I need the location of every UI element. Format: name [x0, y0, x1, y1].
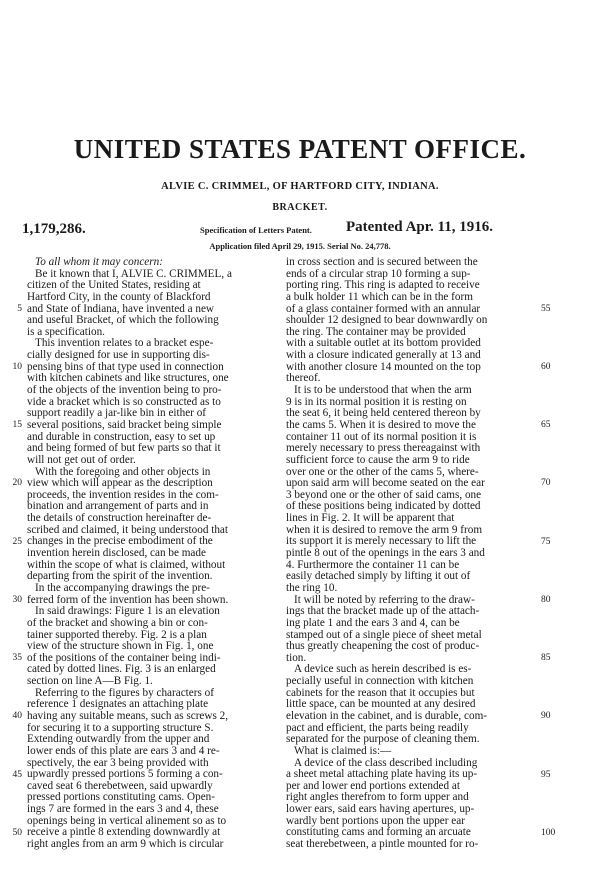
- text-line: the ring. The container may be provided: [286, 326, 466, 338]
- text-line: sufficient force to cause the arm 9 to ride: [286, 454, 470, 466]
- text-line: 3 beyond one or the other of said cams, one: [286, 489, 482, 501]
- text-line: spectively, the ear 3 being provided with: [27, 757, 209, 769]
- text-line: pintle 8 out of the openings in the ears 3 and: [286, 548, 485, 560]
- text-line: pact and efficient, the parts being readily: [286, 722, 469, 734]
- text-line: It is to be understood that when the arm: [294, 385, 472, 397]
- line-number: 40: [12, 711, 22, 722]
- text-line: pensing bins of that type used in connection: [27, 361, 224, 373]
- text-line: proceeds, the invention resides in the com-: [27, 489, 219, 501]
- text-line: several positions, said bracket being simple: [27, 419, 222, 431]
- text-line: ings 7 are formed in the ears 3 and 4, these: [27, 804, 219, 816]
- text-line: cated by dotted lines. Fig. 3 is an enlarged: [27, 664, 216, 676]
- line-number: 5: [17, 303, 22, 314]
- text-line: having any suitable means, such as screws 2,: [27, 710, 229, 722]
- patented-date: Patented Apr. 11, 1916.: [346, 219, 493, 235]
- text-line: ferred form of the invention has been shown.: [27, 594, 229, 606]
- text-line: with a closure indicated generally at 13 and: [286, 350, 481, 362]
- text-line: a bulk holder 11 which can be in the form: [286, 291, 473, 303]
- left-text-column: [27, 257, 277, 851]
- text-line: the ring 10.: [286, 582, 338, 594]
- text-line: and durable in construction, easy to set up: [27, 431, 216, 443]
- text-line: shoulder 12 designed to bear downwardly on: [286, 315, 488, 327]
- text-line: a sheet metal attaching plate having its up-: [286, 769, 478, 781]
- text-line: and State of Indiana, have invented a new: [27, 303, 215, 315]
- text-line: over one or the other of the cams 5, where-: [286, 466, 479, 478]
- line-number: 65: [541, 420, 551, 431]
- text-line: reference 1 designates an attaching plate: [27, 699, 209, 711]
- line-number: 50: [12, 827, 22, 838]
- text-line: of a glass container formed with an annular: [286, 303, 481, 315]
- text-line: the details of construction hereinafter de-: [27, 513, 212, 525]
- text-line: What is claimed is:—: [294, 745, 392, 757]
- line-number: 25: [12, 536, 22, 547]
- text-line: pecially useful in connection with kitchen: [286, 676, 474, 688]
- text-line: elevation in the cabinet, and is durable, com-: [286, 710, 487, 722]
- text-line: This invention relates to a bracket espe-: [35, 338, 214, 350]
- text-line: view of the structure shown in Fig. 1, one: [27, 641, 214, 653]
- text-line: A device such as herein described is es-: [294, 664, 472, 676]
- text-line: with kitchen cabinets and like structures, one: [27, 373, 229, 385]
- text-line: tainer supported thereby. Fig. 2 is a plan: [27, 629, 207, 641]
- text-line: support readily a jar-like bin in either of: [27, 408, 207, 420]
- text-line: and being formed of but few parts so that it: [27, 443, 221, 455]
- text-line: of the objects of the invention being to pro-: [27, 385, 222, 397]
- text-line: cially designed for use in supporting dis-: [27, 350, 210, 362]
- text-line: pressed portions constituting cams. Open-: [27, 792, 215, 804]
- text-line: stamped out of a single piece of sheet metal: [286, 629, 482, 641]
- text-line: invention herein disclosed, can be made: [27, 548, 206, 560]
- text-line: ing plate 1 and the ears 3 and 4, can be: [286, 617, 460, 629]
- text-line: tion.: [286, 652, 307, 664]
- line-number: 70: [541, 478, 551, 489]
- text-line: is a specification.: [27, 326, 105, 338]
- text-line: separated for the purpose of cleaning them.: [286, 734, 480, 746]
- text-line: constituting cams and forming an arcuate: [286, 827, 471, 839]
- text-line: A device of the class described including: [294, 757, 478, 769]
- text-line: In the accompanying drawings the pre-: [35, 582, 210, 594]
- text-line: when it is desired to remove the arm 9 from: [286, 524, 483, 536]
- text-line: caved seat 6 therebetween, said upwardly: [27, 780, 213, 792]
- text-line: seat therebetween, a pintle mounted for ro-: [286, 839, 479, 851]
- text-line: section on line A—B Fig. 1.: [27, 676, 153, 688]
- text-line: citizen of the United States, residing at: [27, 280, 201, 292]
- text-line: right angles from an arm 9 which is circular: [27, 839, 224, 851]
- text-line: upon said arm will become seated on the ear: [286, 478, 485, 490]
- text-line: In said drawings: Figure 1 is an elevation: [35, 606, 220, 618]
- line-number: 90: [541, 711, 551, 722]
- text-line: thereof.: [286, 373, 321, 385]
- text-line: little space, can be mounted at any desired: [286, 699, 476, 711]
- right-text-column: [286, 257, 536, 851]
- line-number: 10: [12, 361, 22, 372]
- text-line: within the scope of what is claimed, without: [27, 559, 226, 571]
- text-line: To all whom it may concern:: [35, 257, 163, 268]
- text-line: and useful Bracket, of which the following: [27, 315, 219, 327]
- text-line: for securing it to a supporting structure S.: [27, 722, 214, 734]
- text-line: bination and arrangement of parts and in: [27, 501, 209, 513]
- text-line: of the bracket and showing a bin or con-: [27, 617, 208, 629]
- office-heading: UNITED STATES PATENT OFFICE.: [73, 134, 527, 164]
- line-number: 55: [541, 303, 551, 314]
- patent-number: 1,179,286.: [22, 221, 86, 237]
- text-line: Referring to the figures by characters of: [35, 687, 214, 699]
- text-line: receive a pintle 8 extending downwardly at: [27, 827, 221, 839]
- text-line: of the positions of the container being indi-: [27, 652, 221, 664]
- text-line: upwardly pressed portions 5 forming a con-: [27, 769, 223, 781]
- line-number: 15: [12, 420, 22, 431]
- line-number: 75: [541, 536, 551, 547]
- line-number: 35: [12, 653, 22, 664]
- text-line: container 11 out of its normal position it is: [286, 431, 477, 443]
- text-line: per and lower end portions extended at: [286, 780, 460, 792]
- line-number: 80: [541, 594, 551, 605]
- text-line: easily detached simply by lifting it out of: [286, 571, 471, 583]
- invention-title: BRACKET.: [272, 202, 328, 213]
- text-line: thus greatly cheapening the cost of produc-: [286, 641, 480, 653]
- text-line: vide a bracket which is so constructed as to: [27, 396, 221, 408]
- text-line: ends of a circular strap 10 forming a sup-: [286, 268, 471, 280]
- specification-label: Specification of Letters Patent.: [200, 225, 312, 235]
- line-number: 95: [541, 769, 551, 780]
- line-number: 100: [541, 827, 556, 838]
- text-line: ings that the bracket made up of the attach-: [286, 606, 480, 618]
- text-line: the cams 5. When it is desired to move the: [286, 419, 476, 431]
- text-line: Extending outwardly from the upper and: [27, 734, 210, 746]
- text-line: With the foregoing and other objects in: [35, 466, 211, 478]
- text-line: 9 is in its normal position it is resting on: [286, 396, 467, 408]
- text-line: view which will appear as the description: [27, 478, 213, 490]
- text-line: porting ring. This ring is adapted to receive: [286, 280, 480, 292]
- text-line: merely necessary to press thereagainst with: [286, 443, 481, 455]
- text-line: in cross section and is secured between the: [286, 257, 478, 268]
- line-number: 20: [12, 478, 22, 489]
- text-line: cabinets for the reason that it occupies but: [286, 687, 475, 699]
- text-line: wardly bent portions upon the upper ear: [286, 815, 465, 827]
- line-number: 60: [541, 361, 551, 372]
- line-number: 85: [541, 653, 551, 664]
- text-line: changes in the precise embodiment of the: [27, 536, 213, 548]
- text-line: Be it known that I, ALVIE C. CRIMMEL, a: [35, 268, 232, 280]
- text-line: lines in Fig. 2. It will be apparent that: [286, 513, 455, 525]
- text-line: with another closure 14 mounted on the top: [286, 361, 481, 373]
- line-number: 45: [12, 769, 22, 780]
- text-line: of these positions being indicated by dotted: [286, 501, 481, 513]
- application-filed: Application filed April 29, 1915. Serial No. 24,778.: [209, 241, 391, 251]
- text-line: scribed and claimed, it being understood that: [27, 524, 229, 536]
- text-line: It will be noted by referring to the draw-: [294, 594, 475, 606]
- text-line: Hartford City, in the county of Blackford: [27, 291, 211, 303]
- inventor-line: ALVIE C. CRIMMEL, OF HARTFORD CITY, INDIANA.: [161, 181, 439, 192]
- text-line: departing from the spirit of the invention.: [27, 571, 213, 583]
- text-line: 4. Furthermore the container 11 can be: [286, 559, 460, 571]
- text-line: will not get out of order.: [27, 454, 136, 466]
- text-line: the seat 6, it being held centered thereon by: [286, 408, 481, 420]
- text-line: lower ears, said ears having apertures, up-: [286, 804, 475, 816]
- line-number: 30: [12, 594, 22, 605]
- text-line: its support it is merely necessary to lift the: [286, 536, 477, 548]
- text-line: right angles therefrom to form upper and: [286, 792, 469, 804]
- text-line: with a suitable outlet at its bottom provided: [286, 338, 481, 350]
- text-line: lower ends of this plate are ears 3 and 4 re-: [27, 745, 220, 757]
- text-line: openings being in vertical alinement so as to: [27, 815, 227, 827]
